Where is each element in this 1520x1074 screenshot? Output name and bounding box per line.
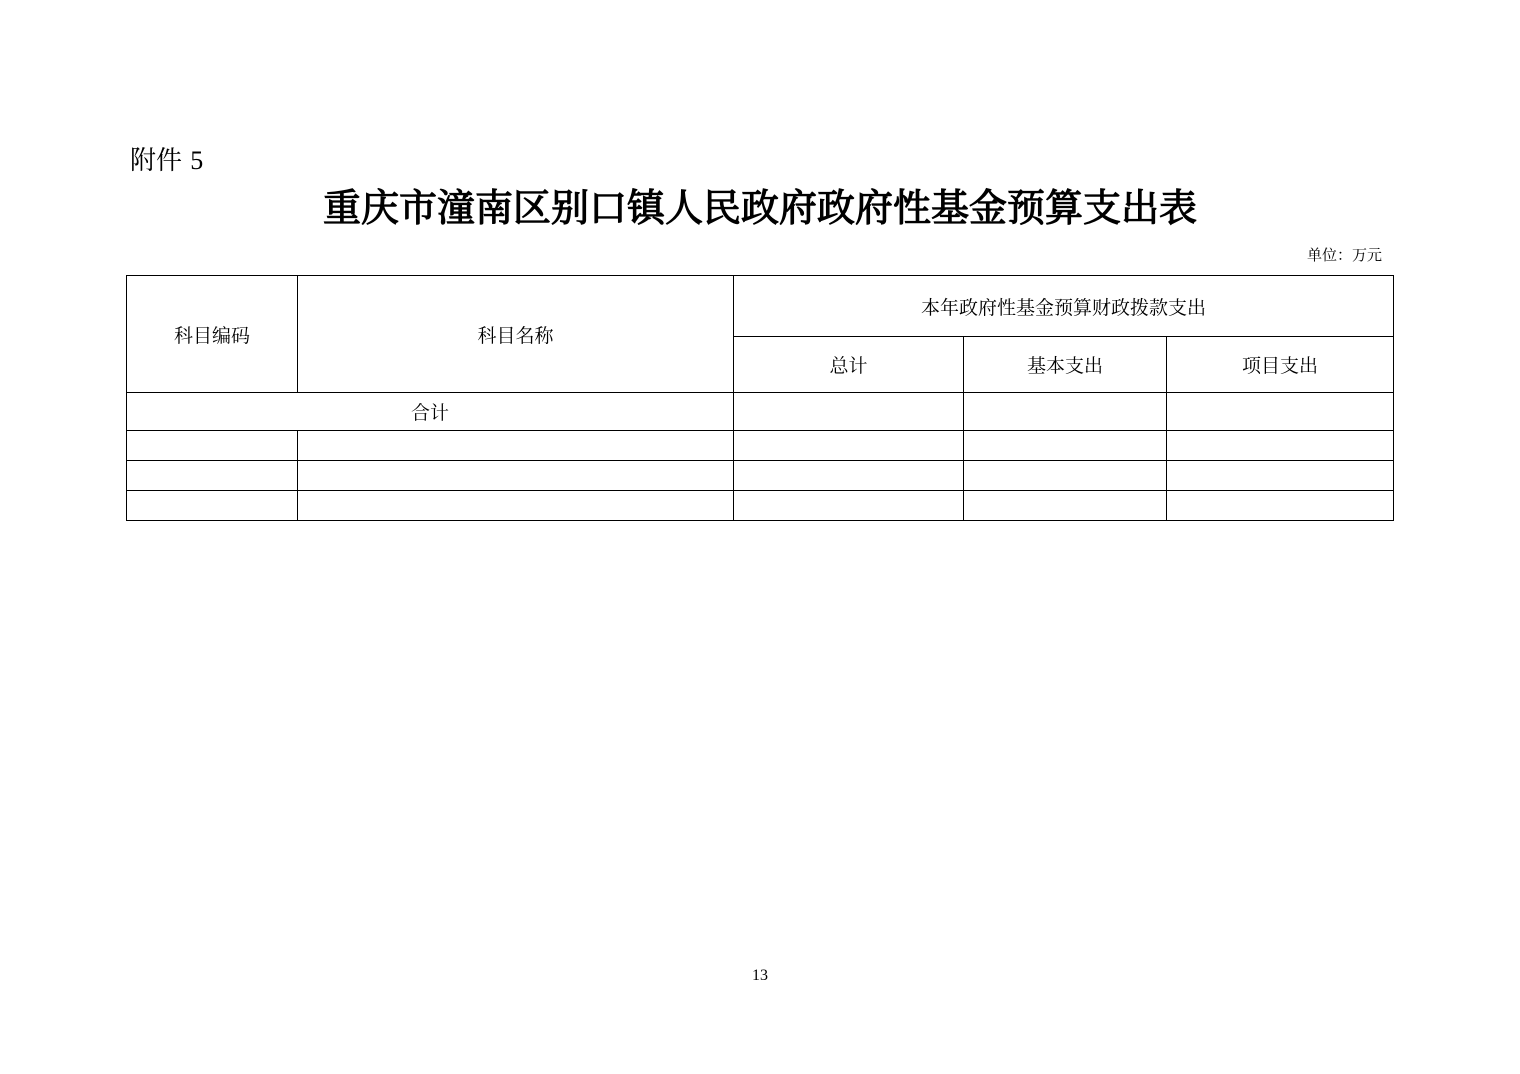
row-name — [298, 431, 734, 461]
total-label: 合计 — [127, 393, 734, 431]
row-name — [298, 461, 734, 491]
header-total: 总计 — [734, 337, 964, 393]
header-name: 科目名称 — [298, 276, 734, 393]
attachment-label — [130, 144, 203, 178]
row-project — [1167, 431, 1394, 461]
row-name — [298, 491, 734, 521]
unit-label: 单位：万元 — [1306, 246, 1382, 264]
table-row — [127, 431, 1394, 461]
header-group: 本年政府性基金预算财政拨款支出 — [734, 276, 1394, 337]
page-number: 13 — [752, 967, 768, 984]
table-row — [127, 461, 1394, 491]
row-code — [127, 461, 298, 491]
header-code: 科目编码 — [127, 276, 298, 393]
row-project — [1167, 491, 1394, 521]
row-basic — [964, 461, 1167, 491]
row-basic — [964, 491, 1167, 521]
row-basic — [964, 431, 1167, 461]
total-project — [1167, 393, 1394, 431]
total-basic — [964, 393, 1167, 431]
row-code — [127, 431, 298, 461]
row-project — [1167, 461, 1394, 491]
header-project: 项目支出 — [1167, 337, 1394, 393]
total-row — [127, 393, 1394, 431]
header-basic: 基本支出 — [964, 337, 1167, 393]
page-title: 重庆市潼南区别口镇人民政府政府性基金预算支出表 — [322, 185, 1197, 230]
attachment-text: 附件 — [130, 146, 183, 176]
total-sum — [734, 393, 964, 431]
budget-table — [126, 275, 1394, 521]
table-row — [127, 491, 1394, 521]
row-total — [734, 431, 964, 461]
row-total — [734, 461, 964, 491]
attachment-number: 5 — [190, 146, 204, 175]
row-code — [127, 491, 298, 521]
row-total — [734, 491, 964, 521]
table-header-row — [127, 276, 1394, 337]
